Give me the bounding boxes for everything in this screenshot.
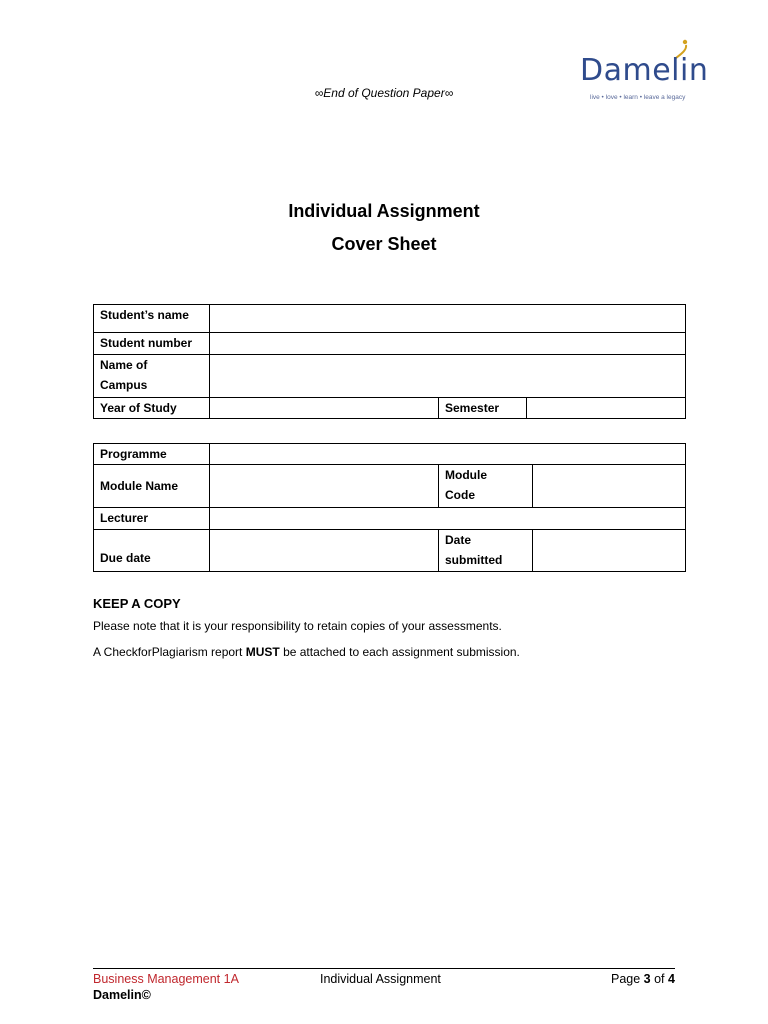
- lecturer-label: Lecturer: [94, 508, 210, 530]
- campus-label-line2: Campus: [100, 378, 148, 392]
- plagiarism-note-start: A CheckforPlagiarism report: [93, 645, 246, 659]
- campus-label: [94, 355, 210, 398]
- students-name-label: Student’s name: [94, 305, 210, 333]
- due-date-field[interactable]: [210, 530, 439, 572]
- date-submitted-label: [439, 530, 533, 572]
- module-code-label-line2: Code: [445, 488, 475, 502]
- logo-wordmark: Damelin: [580, 53, 709, 88]
- student-number-field[interactable]: [210, 333, 686, 355]
- semester-field[interactable]: [527, 398, 686, 419]
- student-number-label: Student number: [94, 333, 210, 355]
- date-submitted-label-line1: Date: [445, 533, 472, 547]
- semester-label: Semester: [439, 398, 527, 419]
- footer-divider: [93, 968, 675, 969]
- page-current: 3: [643, 972, 651, 986]
- end-of-question-paper-note: ∞End of Question Paper∞: [314, 86, 454, 100]
- logo-tagline: live • love • learn • leave a legacy: [590, 94, 686, 101]
- damelin-logo: [578, 38, 718, 108]
- plagiarism-note-end: be attached to each assignment submission.: [279, 645, 520, 659]
- programme-field[interactable]: [210, 444, 686, 465]
- plagiarism-note-must: MUST: [245, 645, 280, 659]
- module-name-label: Module Name: [94, 465, 210, 508]
- student-details-table: [93, 304, 686, 419]
- keep-a-copy-heading: KEEP A COPY: [93, 596, 181, 611]
- footer-course: Business Management 1A: [93, 972, 239, 986]
- plagiarism-report-note: [93, 645, 520, 659]
- footer-document-title: Individual Assignment: [320, 972, 441, 986]
- module-code-field[interactable]: [533, 465, 686, 508]
- module-code-label: [439, 465, 533, 508]
- date-submitted-label-line2: submitted: [445, 553, 503, 567]
- year-of-study-field[interactable]: [210, 398, 439, 419]
- module-code-label-line1: Module: [445, 468, 487, 482]
- footer-brand: Damelin©: [93, 988, 151, 1002]
- page-title: Individual Assignment: [288, 201, 480, 221]
- students-name-field[interactable]: [210, 305, 686, 333]
- lecturer-field[interactable]: [210, 508, 686, 530]
- due-date-label: Due date: [94, 530, 210, 572]
- page-of: of: [650, 972, 668, 986]
- programme-label: Programme: [94, 444, 210, 465]
- campus-label-line1: Name of: [100, 358, 148, 372]
- retain-copies-note: Please note that it is your responsibility to retain copies of your assessments.: [93, 619, 502, 633]
- module-name-field[interactable]: [210, 465, 439, 508]
- campus-field[interactable]: [210, 355, 686, 398]
- year-of-study-label: Year of Study: [94, 398, 210, 419]
- page-total: 4: [668, 972, 675, 986]
- page-subtitle: Cover Sheet: [331, 234, 437, 254]
- date-submitted-field[interactable]: [533, 530, 686, 572]
- module-details-table: [93, 443, 686, 572]
- page-prefix: Page: [611, 972, 644, 986]
- footer-page-number: [611, 972, 675, 986]
